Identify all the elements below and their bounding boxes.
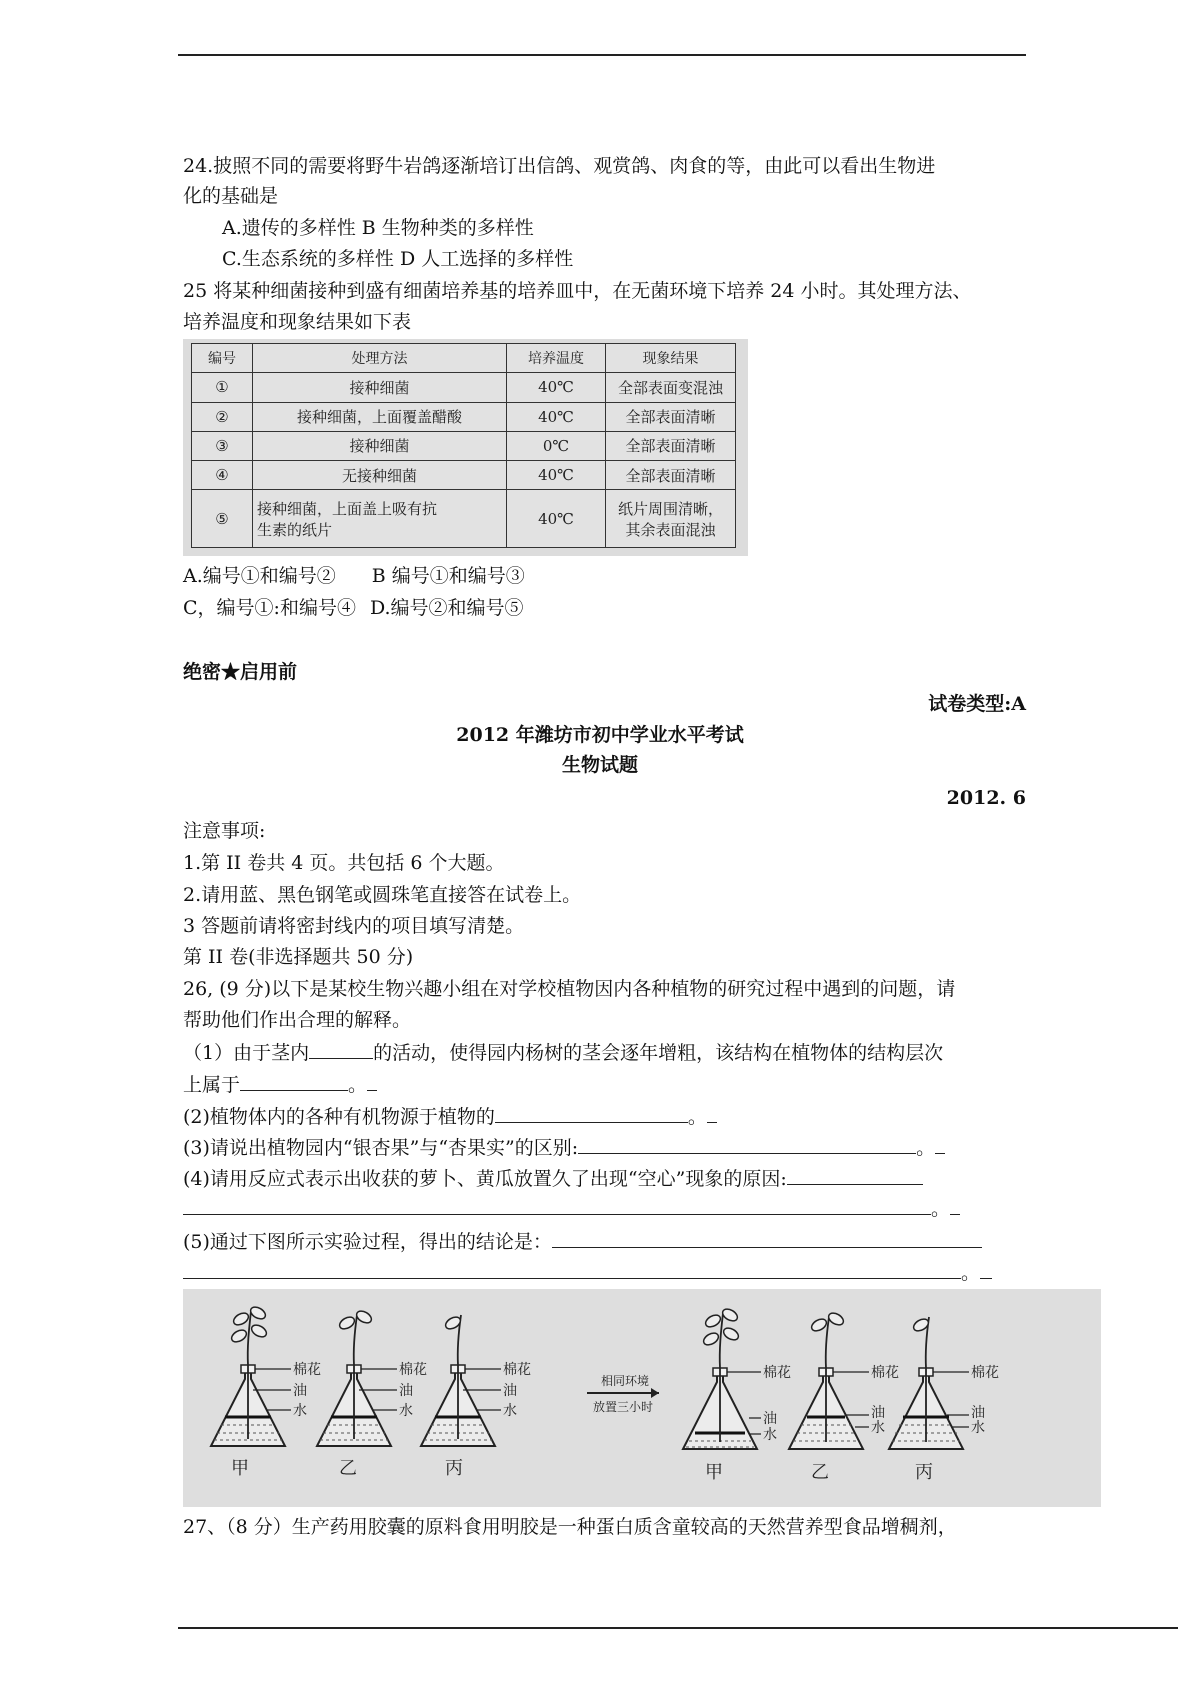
label-bing: 丙 <box>445 1458 463 1479</box>
flask-jia-after-labels <box>763 1364 791 1443</box>
table-row <box>192 490 736 548</box>
flask-jia-before <box>211 1305 291 1479</box>
exam-subject: 生物试题 <box>561 754 638 776</box>
q25-option-c: C，编号①:和编号④ <box>183 597 356 619</box>
row-method: 接种细菌 <box>253 373 507 402</box>
q25-option-a: A.编号①和编号② <box>183 565 336 587</box>
row-result <box>606 490 736 548</box>
flask-yi-after <box>789 1311 869 1483</box>
row-method: 接种细菌 <box>253 431 507 460</box>
q26-blank-conclusion-b[interactable] <box>183 1260 961 1279</box>
row-result: 全部表面清晰 <box>606 402 736 431</box>
row-temp: 40℃ <box>507 461 606 490</box>
label-yi: 乙 <box>339 1458 357 1479</box>
row-result: 全部表面清晰 <box>606 461 736 490</box>
q25-options-line2 <box>183 596 524 620</box>
q26-part4-cont <box>183 1196 960 1221</box>
row-method <box>253 490 507 548</box>
q26-part3 <box>183 1135 945 1160</box>
label-water: 水 <box>399 1403 413 1419</box>
period: 。 <box>687 1106 707 1128</box>
label-oil: 油 <box>399 1383 413 1399</box>
table-header-id: 编号 <box>192 344 253 373</box>
experiment-diagram <box>183 1289 1101 1507</box>
q26-part1-text-b: 的活动，使得园内杨树的茎会逐年增粗，该结构在植物体的结构层次 <box>373 1042 944 1064</box>
row-result-line2: 其余表面混浊 <box>625 520 716 539</box>
label-water: 水 <box>763 1427 777 1443</box>
bottom-rule <box>178 1627 1178 1629</box>
label-jia: 甲 <box>231 1458 249 1479</box>
row-temp: 40℃ <box>507 402 606 431</box>
table-header-temp: 培养温度 <box>507 344 606 373</box>
row-id: ⑤ <box>192 490 253 548</box>
q25-stem-line1: 25 将某种细菌接种到盛有细菌培养基的培养皿中，在无菌环境下培养 24 小时。其处理方法、 <box>183 280 972 302</box>
q27-stem-line1: 27、（8 分）生产药用胶囊的原料食用明胶是一种蛋白质含童较高的天然营养型食品增稠剂， <box>183 1516 957 1538</box>
q26-blank-structure[interactable] <box>309 1040 373 1059</box>
label-jia: 甲 <box>705 1462 723 1483</box>
label-yi: 乙 <box>811 1462 829 1483</box>
flask-bing-after-labels <box>971 1364 999 1436</box>
label-oil: 油 <box>503 1383 517 1399</box>
q26-part1-text-c: 上属于 <box>183 1074 241 1096</box>
q26-blank-reaction-b[interactable] <box>183 1196 931 1215</box>
notice-item1: 1.第 II 卷共 4 页。共包括 6 个大题。 <box>183 852 505 874</box>
q26-part1 <box>183 1040 943 1065</box>
q26-experiment-figure <box>183 1289 1101 1507</box>
row-temp: 0℃ <box>507 431 606 460</box>
q26-part1-text-a: （1）由于茎内 <box>183 1042 310 1064</box>
label-water: 水 <box>871 1420 885 1436</box>
label-water: 水 <box>503 1403 517 1419</box>
table-row <box>192 431 736 460</box>
row-method-line2: 生素的纸片 <box>257 520 333 539</box>
notice-heading: 注意事项: <box>183 820 266 842</box>
arrow-label-bottom: 放置三小时 <box>593 1400 654 1414</box>
row-result: 全部表面变混浊 <box>606 373 736 402</box>
flask-yi-before <box>317 1309 397 1479</box>
q26-stem-line2: 帮助他们作出合理的解释。 <box>183 1009 412 1031</box>
blank-tail <box>707 1104 717 1123</box>
label-cotton: 棉花 <box>399 1362 427 1378</box>
table-row <box>192 402 736 431</box>
q26-part4-text: (4)请用反应式表示出收获的萝卜、黄瓜放置久了出现“空心”现象的原因: <box>183 1168 787 1190</box>
flask-yi-after-labels <box>871 1364 899 1436</box>
q26-part4 <box>183 1166 923 1191</box>
label-bing: 丙 <box>915 1462 933 1483</box>
flask-bing-after <box>889 1317 969 1483</box>
q25-option-b: B 编号①和编号③ <box>371 565 525 587</box>
row-id: ③ <box>192 431 253 460</box>
period: 。 <box>931 1198 951 1220</box>
blank-tail <box>367 1072 377 1091</box>
label-water: 水 <box>293 1403 307 1419</box>
label-water: 水 <box>971 1420 985 1436</box>
row-id: ④ <box>192 461 253 490</box>
q26-blank-conclusion-a[interactable] <box>552 1229 982 1248</box>
label-oil: 油 <box>293 1383 307 1399</box>
flask-bing-before <box>421 1315 501 1479</box>
exam-title: 2012 年潍坊市初中学业水平考试 <box>456 724 744 746</box>
table-header-result: 现象结果 <box>606 344 736 373</box>
q24-options-line1: A.遗传的多样性 B 生物种类的多样性 <box>222 217 534 239</box>
q26-blank-difference[interactable] <box>578 1135 916 1154</box>
row-method-line1: 接种细菌，上面盖上吸有抗 <box>257 499 438 518</box>
top-rule <box>178 54 1026 56</box>
q24-stem-line2: 化的基础是 <box>183 185 279 207</box>
q26-part1-cont <box>183 1072 377 1097</box>
table-header-method: 处理方法 <box>253 344 507 373</box>
q26-blank-organic[interactable] <box>495 1104 688 1123</box>
section-title: 第 II 卷(非选择题共 50 分) <box>183 946 414 968</box>
flask-jia-labels <box>293 1361 321 1419</box>
flask-jia-after <box>683 1307 761 1483</box>
table-row <box>192 373 736 402</box>
label-cotton: 棉花 <box>971 1365 999 1381</box>
table-row <box>192 461 736 490</box>
q26-stem-line1: 26, (9 分)以下是某校生物兴趣小组在对学校植物因内各种植物的研究过程中遇到的问题，请 <box>183 978 956 1000</box>
q25-option-d: D.编号②和编号⑤ <box>369 597 524 619</box>
notice-item2: 2.请用蓝、黑色钢笔或圆珠笔直接答在试卷上。 <box>183 884 582 906</box>
q26-part5-cont <box>183 1260 992 1285</box>
period: 。 <box>916 1137 936 1159</box>
flask-yi-labels <box>399 1361 427 1419</box>
period: 。 <box>348 1074 368 1096</box>
row-result: 全部表面清晰 <box>606 431 736 460</box>
row-method: 接种细菌，上面覆盖醋酸 <box>253 402 507 431</box>
label-cotton: 棉花 <box>293 1362 321 1378</box>
label-cotton: 棉花 <box>763 1365 791 1381</box>
q26-part3-text: (3)请说出植物园内“银杏果”与“杏果实”的区别: <box>183 1137 579 1159</box>
q25-results-table-image <box>183 339 748 556</box>
q26-part2-text: (2)植物体内的各种有机物源于植物的 <box>183 1106 495 1128</box>
period: 。 <box>961 1262 981 1284</box>
paper-type: 试卷类型:A <box>928 693 1026 715</box>
arrow-label-top: 相同环境 <box>601 1374 650 1388</box>
row-method: 无接种细菌 <box>253 461 507 490</box>
row-temp: 40℃ <box>507 373 606 402</box>
q26-blank-level[interactable] <box>240 1072 348 1091</box>
blank-tail <box>935 1135 945 1154</box>
secret-mark: 绝密★启用前 <box>183 661 298 683</box>
q26-part2 <box>183 1104 717 1129</box>
blank-tail <box>950 1196 960 1215</box>
label-oil: 油 <box>971 1405 985 1421</box>
process-arrow <box>587 1373 659 1414</box>
q25-options-line1 <box>183 564 525 588</box>
row-id: ② <box>192 402 253 431</box>
q24-options-line2: C.生态系统的多样性 D 人工选择的多样性 <box>222 248 574 270</box>
label-oil: 油 <box>871 1405 885 1421</box>
row-temp: 40℃ <box>507 490 606 548</box>
label-cotton: 棉花 <box>503 1362 531 1378</box>
exam-date: 2012. 6 <box>946 787 1026 809</box>
row-result-line1: 纸片周围清晰， <box>617 499 723 518</box>
q26-part5-text: (5)通过下图所示实验过程，得出的结论是： <box>183 1231 552 1253</box>
q25-results-table <box>191 343 736 548</box>
q24-stem-line1: 24.披照不同的需要将野牛岩鸽逐渐培订出信鸽、观赏鸽、肉食的等，由此可以看出生物进 <box>183 155 936 177</box>
q26-part5 <box>183 1229 982 1254</box>
label-cotton: 棉花 <box>871 1365 899 1381</box>
label-oil: 油 <box>763 1411 777 1427</box>
blank-tail <box>980 1260 992 1279</box>
q26-blank-reaction-a[interactable] <box>787 1166 923 1185</box>
row-id: ① <box>192 373 253 402</box>
flask-bing-labels <box>503 1361 531 1419</box>
q25-stem-line2: 培养温度和现象结果如下表 <box>183 311 412 333</box>
notice-item3: 3 答题前请将密封线内的项目填写清楚。 <box>183 915 525 937</box>
